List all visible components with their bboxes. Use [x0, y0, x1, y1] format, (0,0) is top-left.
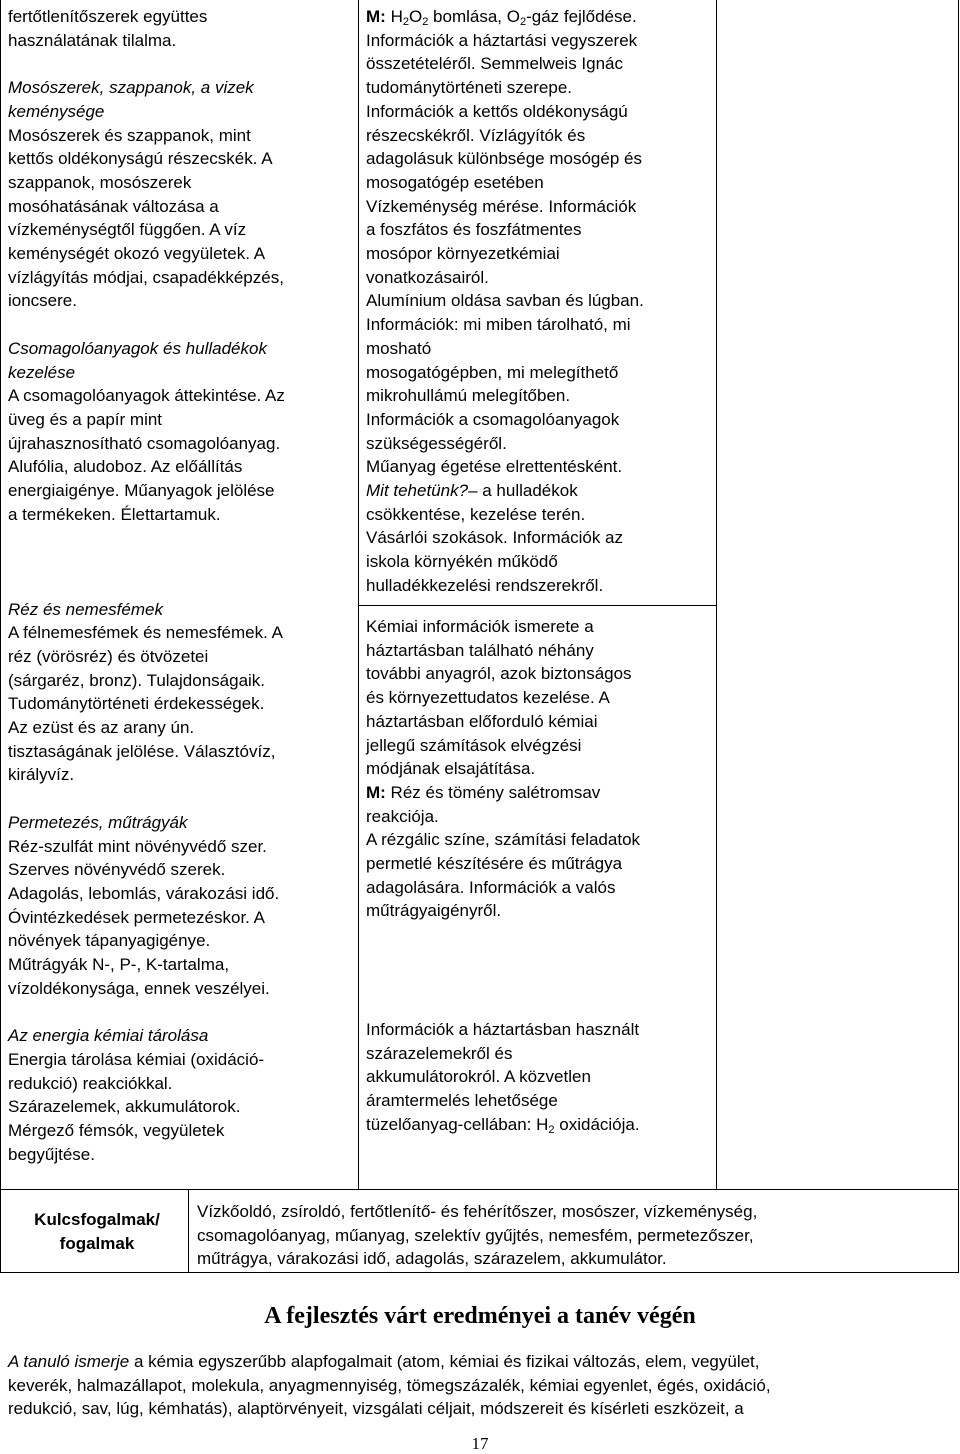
section-heading: Csomagolóanyagok és hulladékok — [8, 338, 267, 358]
text-line: Műanyag égetése elrettentésként. — [366, 457, 623, 477]
text-line: Adagolás, lebomlás, várakozási idő. — [8, 883, 280, 903]
text-line: műtrágya, várakozási idő, adagolás, szárazelem, akkumulátor. — [197, 1249, 667, 1269]
text-line: szükségességéről. — [366, 433, 507, 453]
right-column-top — [366, 5, 712, 598]
text-line: permetlé készítésére és műtrágya — [366, 854, 623, 874]
text-line: a termékeken. Élettartamuk. — [8, 504, 221, 524]
section-heading: keménysége — [8, 101, 105, 121]
text-line: Információk a csomagolóanyagok — [366, 409, 620, 429]
section-heading: Permetezés, műtrágyák — [8, 812, 188, 832]
text-line: Réz-szulfát mint növényvédő szer. — [8, 836, 267, 856]
text-line: növények tápanyagigénye. — [8, 931, 211, 951]
text-line: üveg és a papír mint — [8, 409, 163, 429]
text-line: vonatkozásairól. — [366, 267, 489, 287]
results-paragraph — [8, 1350, 952, 1421]
section-heading: Az energia kémiai tárolása — [8, 1026, 209, 1046]
text-line: Az ezüst és az arany ún. — [8, 718, 195, 738]
text-line: Energia tárolása kémiai (oxidáció- — [8, 1049, 265, 1069]
text-line: ioncsere. — [8, 291, 77, 311]
text-line: energiaigénye. Műanyagok jelölése — [8, 481, 275, 501]
text-line: Mosószerek és szappanok, mint — [8, 125, 251, 145]
text-line: Vízkőoldó, zsíroldó, fertőtlenítő- és fehérítőszer, mosószer, vízkeménység, — [197, 1202, 758, 1221]
text-line: szárazelemekről és — [366, 1043, 513, 1063]
text-line: Tudománytörténeti érdekességek. — [8, 694, 265, 714]
text-line: tüzelőanyag-cellában: $H_2$ oxidációja. — [366, 1114, 640, 1136]
text-line: akkumulátorokról. A közvetlen — [366, 1067, 591, 1087]
text-line: csomagolóanyag, műanyag, szelektív gyűjtés, nemesfém, permetezőszer, — [197, 1225, 754, 1245]
text-line: (sárgaréz, bronz). Tulajdonságaik. — [8, 670, 266, 690]
text-line: használatának tilalma. — [8, 30, 177, 50]
left-column — [8, 5, 354, 1166]
right-column-bottom — [366, 615, 712, 1136]
text-line: Óvintézkedések permetezéskor. A — [8, 907, 266, 927]
text-line: Információk: mi miben tárolható, mi — [366, 315, 631, 335]
text-line: réz (vörösréz) és ötvözetei — [8, 646, 209, 666]
text-line: szappanok, mosószerek — [8, 172, 192, 192]
section-heading: Réz és nemesfémek — [8, 599, 163, 619]
text-line: Alumínium oldása savban és lúgban. — [366, 291, 644, 311]
text-line: A félnemesfémek és nemesfémek. A — [8, 623, 283, 643]
text-line: jellegű számítások elvégzési — [366, 735, 582, 755]
text-line: mosópor környezetkémiai — [366, 244, 560, 264]
text-line: iskola környékén működő — [366, 552, 558, 572]
text-line: hulladékkezelési rendszerekről. — [366, 575, 604, 595]
text-line: mosható — [366, 338, 432, 358]
text-line: Információk a kettős oldékonyságú — [366, 101, 628, 121]
text-line: begyűjtése. — [8, 1144, 95, 1164]
key-concepts-label: Kulcsfogalmak/ fogalmak — [34, 1210, 160, 1253]
text-line: összetételéről. Semmelweis Ignác — [366, 54, 624, 74]
text-line: részecskékről. Vízlágyítók és — [366, 125, 586, 145]
text-line: további anyagról, azok biztonságos — [366, 664, 632, 684]
text-line: a foszfátos és foszfátmentes — [366, 220, 582, 240]
text-line: Mérgező fémsók, vegyületek — [8, 1120, 225, 1140]
text-line: Szárazelemek, akkumulátorok. — [8, 1097, 241, 1117]
text-line: csökkentése, kezelése terén. — [366, 504, 586, 524]
m-label: M: — [366, 782, 386, 802]
text-line: A csomagolóanyagok áttekintése. Az — [8, 386, 285, 406]
text-line: A tanuló ismerje a kémia egyszerűbb alapfogalmait (atom, kémiai és fizikai változás, elem, vegyület, — [8, 1352, 760, 1371]
text-line: mosóhatásának változása a — [8, 196, 219, 216]
text-line: háztartásban található néhány — [366, 640, 594, 660]
text-line: vízoldékonysága, ennek veszélyei. — [8, 978, 270, 998]
text-line: keménységét okozó vegyületek. A — [8, 244, 266, 264]
text-line: Mit tehetünk?– a hulladékok — [366, 481, 578, 501]
text-line: módjának elsajátítása. — [366, 759, 536, 779]
page-number: 17 — [471, 1434, 489, 1453]
m-label: M: — [366, 7, 386, 26]
text-line: vízkeménységtől függően. A víz — [8, 220, 247, 240]
text-line: M: Réz és tömény salétromsav — [366, 782, 601, 802]
text-line: Vízkeménység mérése. Információk — [366, 196, 637, 216]
section-heading: Mosószerek, szappanok, a vizek — [8, 78, 254, 98]
text-line: kettős oldékonyságú részecskék. A — [8, 149, 273, 169]
text-line: újrahasznosítható csomagolóanyag. — [8, 433, 281, 453]
text-line: M: $H_2O_2$ bomlása, $O_2$-gáz fejlődése. — [366, 7, 637, 28]
text-line: áramtermelés lehetősége — [366, 1091, 558, 1110]
text-line: Kémiai információk ismerete a — [366, 617, 594, 636]
text-line: királyvíz. — [8, 765, 75, 785]
key-concepts-text — [197, 1200, 947, 1271]
text-line: vízlágyítás módjai, csapadékképzés, — [8, 267, 284, 287]
text-line: redukció, sav, lúg, kémhatás), alaptörvényeit, vizsgálati céljait, módszereit és kísérleti eszközeit, a — [8, 1399, 744, 1419]
text-line: Információk a háztartásban használt — [366, 1019, 640, 1039]
text-line: mosogatógépben, mi melegíthető — [366, 362, 619, 382]
text-line: Információk a háztartási vegyszerek — [366, 30, 638, 50]
text-line: keverék, halmazállapot, molekula, anyagmennyiség, tömegszázalék, kémiai egyenlet, égés, oxidáció, — [8, 1375, 771, 1395]
text-line: tisztaságának jelölése. Választóvíz, — [8, 741, 276, 761]
text-line: Műtrágyák N-, P-, K-tartalma, — [8, 955, 230, 975]
text-line: adagolására. Információk a valós — [366, 877, 616, 897]
text-line: fertőtlenítőszerek együttes — [8, 7, 208, 26]
text-line: mikrohullámú melegítőben. — [366, 386, 571, 406]
text-line: reakciója. — [366, 806, 439, 826]
text-line: mosogatógép esetében — [366, 172, 544, 192]
text-line: redukció) reakciókkal. — [8, 1073, 173, 1093]
section-heading: kezelése — [8, 362, 76, 382]
text-line: tudománytörténeti szerepe. — [366, 78, 573, 98]
text-line: A rézgálic színe, számítási feladatok — [366, 830, 641, 850]
text-line: Szerves növényvédő szerek. — [8, 860, 226, 880]
text-line: műtrágyaigényről. — [366, 901, 502, 921]
text-line: adagolásuk különbsége mosógép és — [366, 149, 642, 169]
section-title: A fejlesztés várt eredményei a tanév végén — [264, 1303, 696, 1329]
text-line: Alufólia, aludoboz. Az előállítás — [8, 457, 243, 477]
text-line: és környezettudatos kezelése. A — [366, 688, 610, 708]
text-line: Vásárlói szokások. Információk az — [366, 528, 623, 548]
text-line: háztartásban előforduló kémiai — [366, 711, 598, 731]
